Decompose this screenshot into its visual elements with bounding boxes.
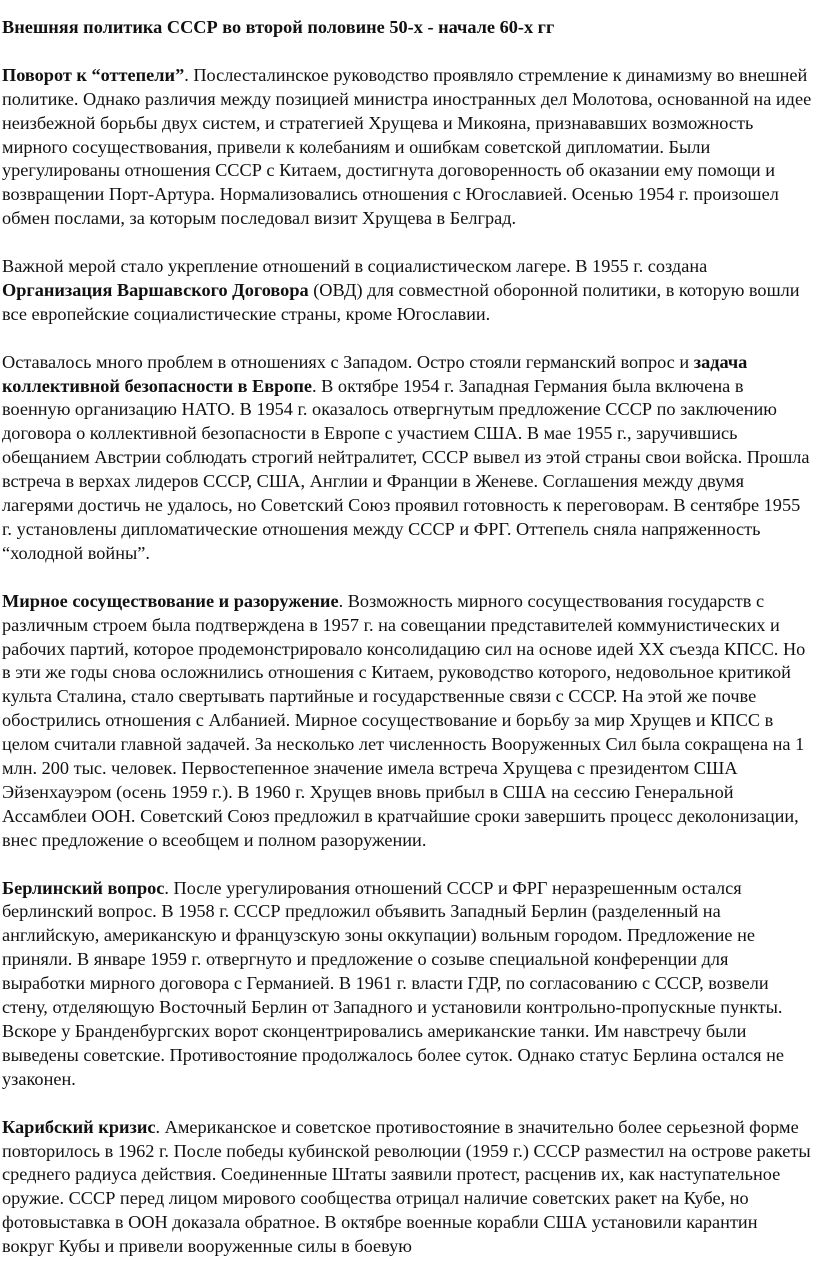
paragraph-highlight: Организация Варшавского Договора	[2, 279, 309, 300]
document-title: Внешняя политика СССР во второй половине 50-х - начале 60-х гг	[2, 17, 555, 37]
paragraph-text: . После урегулирования отношений СССР и ФРГ неразрешенным остался берлинский вопрос. В 1958 г. СССР предложил объявить Западный Берлин (разделенный на английскую, американскую и французскую зоны оккупации) вольным городом. Предложение не приняли. В январе 1959 г. отвергнуто и предложение о созыве специальной конференции для выработки мирного договора с Германией. В 1961 г. власти ГДР, по согласованию с СССР, возвели стену, отделяющую Восточный Берлин от Западного и установили контрольно-пропускные пункты. Вскоре у Бранденбургских ворот сконцентрировались американские танки. Им навстречу были выведены советские. Противостояние продолжалось более суток. Однако статус Берлина остался не узаконен.	[2, 877, 785, 1089]
paragraph-west-relations	[2, 351, 814, 566]
paragraph-peaceful-coexistence	[2, 590, 814, 853]
paragraph-text: . Послесталинское руководство проявляло стремление к динамизму во внешней политике. Однако различия между позицией министра иностранных дел Молотова, основанной на идее неизбежной борьбы двух систем, и стратегией Хрущева и Микояна, признававших возможность мирного сосуществования, привели к колебаниям и ошибкам советской дипломатии. Были урегулированы отношения СССР с Китаем, достигнута договоренность об оказании ему помощи и возвращении Порт-Артура. Нормализовались отношения с Югославией. Осенью 1954 г. произошел обмен послами, за которым последовал визит Хрущева в Белград.	[2, 64, 812, 229]
paragraph-text: . Возможность мирного сосуществования государств с различным строем была подтверждена в 1957 г. на совещании представителей коммунистических и рабочих партий, которое продемонстрировало консолидацию сил на основе идей XX съезда КПСС. Но в эти же годы снова осложнились отношения с Китаем, руководство которого, недовольное критикой культа Сталина, стало свертывать партийные и государственные связи с СССР. На этой же почве обострились отношения с Албанией. Мирное сосуществование и борьбу за мир Хрущев и КПСС в целом считали главной задачей. За несколько лет численность Вооруженных Сил была сокращена на 1 млн. 200 тыс. человек. Первостепенное значение имела встреча Хрущева с президентом США Эйзенхауэром (осень 1959 г.). В 1960 г. Хрущев вновь прибыл в США на сессию Генеральной Ассамблеи ООН. Советский Союз предложил в кратчайшие сроки завершить процесс деколонизации, внес предложение о всеобщем и полном разоружении.	[2, 590, 806, 850]
paragraph-highlight: задача коллективной безопасности в Европе	[2, 351, 748, 396]
paragraph-text: . Американское и советское противостояние в значительно более серьезной форме повторилось в 1962 г. После победы кубинской революции (1959 г.) СССР разместил на острове ракеты среднего радиуса действия. Соединенные Штаты заявили протест, расценив их, как наступательное оружие. СССР перед лицом мирового сообщества отрицал наличие советских ракет на Кубе, но фотовыставка в ООН доказала обратное. В октябре военные корабли США установили карантин вокруг Кубы и привели вооруженные силы в боевую	[2, 1116, 811, 1257]
paragraph-heading: Карибский кризис	[2, 1116, 156, 1137]
paragraph-thaw	[2, 64, 814, 231]
paragraph-heading: Берлинский вопрос	[2, 877, 165, 898]
paragraph-text: Оставалось много проблем в отношениях с Западом. Остро стояли германский вопрос и	[2, 351, 694, 372]
paragraph-text: Важной мерой стало укрепление отношений в социалистическом лагере. В 1955 г. создана	[2, 256, 708, 277]
paragraph-text: . В октябре 1954 г. Западная Германия была включена в военную организацию НАТО. В 1954 г. оказалось отвергнутым предложение СССР по заключению договора о коллективной безопасности в Европе с участием США. В мае 1955 г., заручившись обещанием Австрии соблюдать строгий нейтралитет, СССР вывел из этой страны свои войска. Прошла встреча в верхах лидеров СССР, США, Англии и Франции в Женеве. Соглашения между двумя лагерями достичь не удалось, но Советский Союз проявил готовность к переговорам. В сентябре 1955 г. установлены дипломатические отношения между СССР и ФРГ. Оттепель сняла напряженность “холодной войны”.	[2, 375, 810, 563]
paragraph-warsaw-pact	[2, 255, 814, 327]
paragraph-text: (ОВД) для совместной оборонной политики, в которую вошли все европейские социалистические страны, кроме Югославии.	[2, 279, 800, 324]
paragraph-heading: Мирное сосуществование и разоружение	[2, 590, 339, 611]
paragraph-heading: Поворот к “оттепели”	[2, 64, 185, 85]
paragraph-berlin-question	[2, 877, 814, 1092]
paragraph-caribbean-crisis	[2, 1116, 814, 1259]
